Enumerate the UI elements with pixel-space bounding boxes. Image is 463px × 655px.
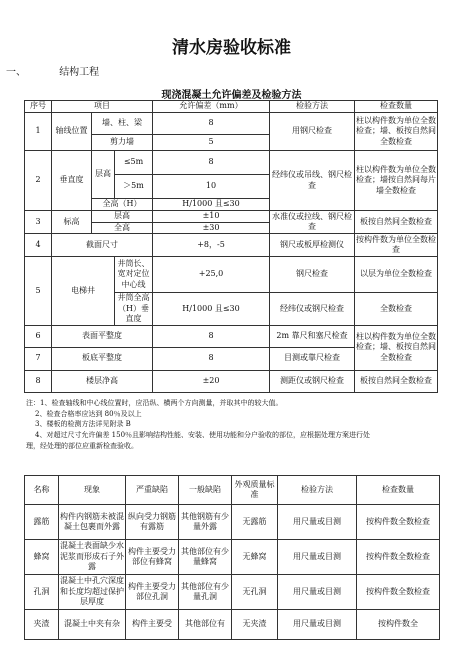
table-cell: 轴线位置 — [52, 113, 92, 151]
note-line: 3、楼板的检测方法详见附录 B — [35, 420, 131, 429]
table-cell: 用尺量或目测 — [278, 610, 357, 640]
table-cell: 电梯井 — [52, 257, 115, 326]
table-cell: 板按自然间全数检查 — [355, 211, 438, 234]
table-cell: 构件主要受力部位有蜂窝 — [126, 540, 179, 575]
table-cell: 纵向受力钢筋有露筋 — [126, 505, 179, 540]
table-cell: ＞5m — [115, 175, 153, 199]
table-header-row — [25, 476, 440, 505]
table-cell: 无夹渣 — [232, 610, 278, 640]
table-cell: 垂直度 — [52, 151, 92, 211]
header-cell: 序号 — [25, 101, 52, 113]
table-cell: 1 — [25, 113, 52, 151]
table-cell: 7 — [25, 347, 52, 370]
header-cell: 允许偏差（mm） — [153, 101, 270, 113]
table-cell: 混凝土中夹有杂 — [59, 610, 126, 640]
table-cell: 8 — [153, 325, 270, 347]
table-cell: 孔洞 — [25, 575, 59, 610]
table-cell: 剪力墙 — [92, 135, 153, 151]
table-row — [25, 113, 438, 135]
header-cell: 检验方法 — [270, 101, 355, 113]
table-row — [25, 575, 440, 610]
table-cell: 板按自然间全数检查 — [355, 370, 438, 392]
section-number: 一、 — [6, 67, 26, 78]
table-row — [25, 505, 440, 540]
table-row — [25, 257, 438, 293]
header-cell: 检查数量 — [357, 476, 440, 505]
table-cell: H/1000 且≤30 — [153, 199, 270, 211]
table-cell: H/1000 且≤30 — [153, 293, 270, 326]
notes — [26, 398, 440, 452]
table-cell: ±10 — [153, 211, 270, 223]
table-cell: 全数检查 — [355, 293, 438, 326]
table-cell: 8 — [153, 151, 270, 175]
table-row — [25, 370, 438, 392]
table-cell: 夹渣 — [25, 610, 59, 640]
table-cell: 井筒长、宽对定位中心线 — [115, 257, 153, 293]
table-cell: 水准仪或拉线、钢尺检查 — [270, 211, 355, 234]
table-cell: 5 — [25, 257, 52, 326]
table-cell: 2m 靠尺和塞尺检查 — [270, 325, 355, 347]
table-header-row — [25, 101, 438, 113]
table-cell: 构件内钢筋未被混凝土包裹而外露 — [59, 505, 126, 540]
table-cell: 其他部位有少量蜂窝 — [179, 540, 232, 575]
table-cell: 用尺量或目测 — [278, 575, 357, 610]
table-cell: 2 — [25, 151, 52, 211]
table-row — [25, 540, 440, 575]
table-cell: 8 — [153, 113, 270, 135]
table-cell: 楼层净高 — [52, 370, 153, 392]
header-cell: 名称 — [25, 476, 59, 505]
note-line: 2、检查合格率应达到 80％及以上 — [35, 409, 142, 418]
defect-table — [24, 475, 440, 640]
header-cell: 检验方法 — [278, 476, 357, 505]
table-cell: 全高 — [92, 222, 153, 234]
note-line: 理，经处理的部位应重新检查验收。 — [26, 441, 138, 450]
table-cell: 混凝土表面缺少水泥浆而形成石子外露 — [59, 540, 126, 575]
document-title: 清水房验收标准 — [172, 38, 291, 58]
table-cell: 经纬仪或钢尺检查 — [270, 293, 355, 326]
table-cell: 钢尺检查 — [270, 257, 355, 293]
table-row — [25, 211, 438, 223]
note-line: 注：1、检查轴线和中心线位置时，应沿纵、横两个方向测量，并取其中的较大值。 — [26, 399, 283, 407]
table-cell: 层高 — [92, 151, 115, 199]
header-cell: 现象 — [59, 476, 126, 505]
table-row — [25, 325, 438, 347]
table-cell: ≤5m — [115, 151, 153, 175]
table-cell: 按构件数全数检查 — [357, 575, 440, 610]
table-cell: 10 — [153, 175, 270, 199]
table-cell: 无孔洞 — [232, 575, 278, 610]
table-cell: 以层为单位全数检查 — [355, 257, 438, 293]
table-cell: 钢尺或板厚检测仪 — [270, 234, 355, 257]
table-cell: 按构件数全 — [357, 610, 440, 640]
table-cell: 表面平整度 — [52, 325, 153, 347]
table1-title: 现浇混凝土允许偏差及检验方法 — [161, 90, 302, 101]
table-cell: 柱以构件数为单位全数检查；墙、板按自然间全数检查 — [355, 325, 438, 370]
table-cell: 经纬仪或吊线、钢尺检查 — [270, 151, 355, 211]
table-cell: 板底平整度 — [52, 347, 153, 370]
header-cell: 检查数量 — [355, 101, 438, 113]
table-cell: 截面尺寸 — [52, 234, 153, 257]
table-cell: ±20 — [153, 370, 270, 392]
table-cell: ±30 — [153, 222, 270, 234]
table-cell: 4 — [25, 234, 52, 257]
table-cell: 用尺量或目测 — [278, 505, 357, 540]
table-cell: 标高 — [52, 211, 92, 234]
table-cell: 用钢尺检查 — [270, 113, 355, 151]
table-cell: 5 — [153, 135, 270, 151]
table-cell: 构件主要受力部位孔洞 — [126, 575, 179, 610]
table-cell: 测距仪或钢尺检查 — [270, 370, 355, 392]
header-cell: 一般缺陷 — [179, 476, 232, 505]
note-line: 4、对超过尺寸允许偏差 150％且影响结构性能、安装、使用功能和分户验收的部位，应根据处理方案进行处 — [35, 431, 371, 440]
table-cell: 8 — [25, 370, 52, 392]
table-cell: 层高 — [92, 211, 153, 223]
table-cell: 混凝土中孔穴深度和长度均超过保护层厚度 — [59, 575, 126, 610]
section-heading — [6, 63, 99, 78]
table-cell: 墙、柱、梁 — [92, 113, 153, 135]
table-row — [25, 234, 438, 257]
header-cell: 项目 — [52, 101, 153, 113]
table-cell: 蜂窝 — [25, 540, 59, 575]
table-cell: 无蜂窝 — [232, 540, 278, 575]
table-cell: 用尺量或目测 — [278, 540, 357, 575]
table-row — [25, 151, 438, 175]
table-cell: +25,0 — [153, 257, 270, 293]
table-cell: 构件主要受 — [126, 610, 179, 640]
table-cell: 其他部位有少量孔洞 — [179, 575, 232, 610]
table-cell: 柱以构件数为单位全数检查；墙、板按自然间全数检查 — [355, 113, 438, 151]
table-cell: 8 — [153, 347, 270, 370]
table-cell: 6 — [25, 325, 52, 347]
table-cell: 目测或靠尺检查 — [270, 347, 355, 370]
table-cell: 3 — [25, 211, 52, 234]
table-cell: +8，-5 — [153, 234, 270, 257]
table-row — [25, 610, 440, 640]
table-cell: 无露筋 — [232, 505, 278, 540]
table-cell: 按构件数为单位全数检查 — [355, 234, 438, 257]
table-cell: 全高（H） — [92, 199, 153, 211]
section-title: 结构工程 — [59, 67, 100, 78]
table-cell: 其他钢筋有少量外露 — [179, 505, 232, 540]
table-cell: 井筒全高（H）垂直度 — [115, 293, 153, 326]
header-cell: 外观质量标准 — [232, 476, 278, 505]
table-cell: 露筋 — [25, 505, 59, 540]
header-cell: 严重缺陷 — [126, 476, 179, 505]
table-cell: 按构件数全数检查 — [357, 505, 440, 540]
table-cell: 其他部位有 — [179, 610, 232, 640]
table-cell: 柱以构件数为单位全数检查；墙按自然间每片墙全数检查 — [355, 151, 438, 211]
table-cell: 按构件数全数检查 — [357, 540, 440, 575]
tolerance-table — [24, 100, 438, 393]
